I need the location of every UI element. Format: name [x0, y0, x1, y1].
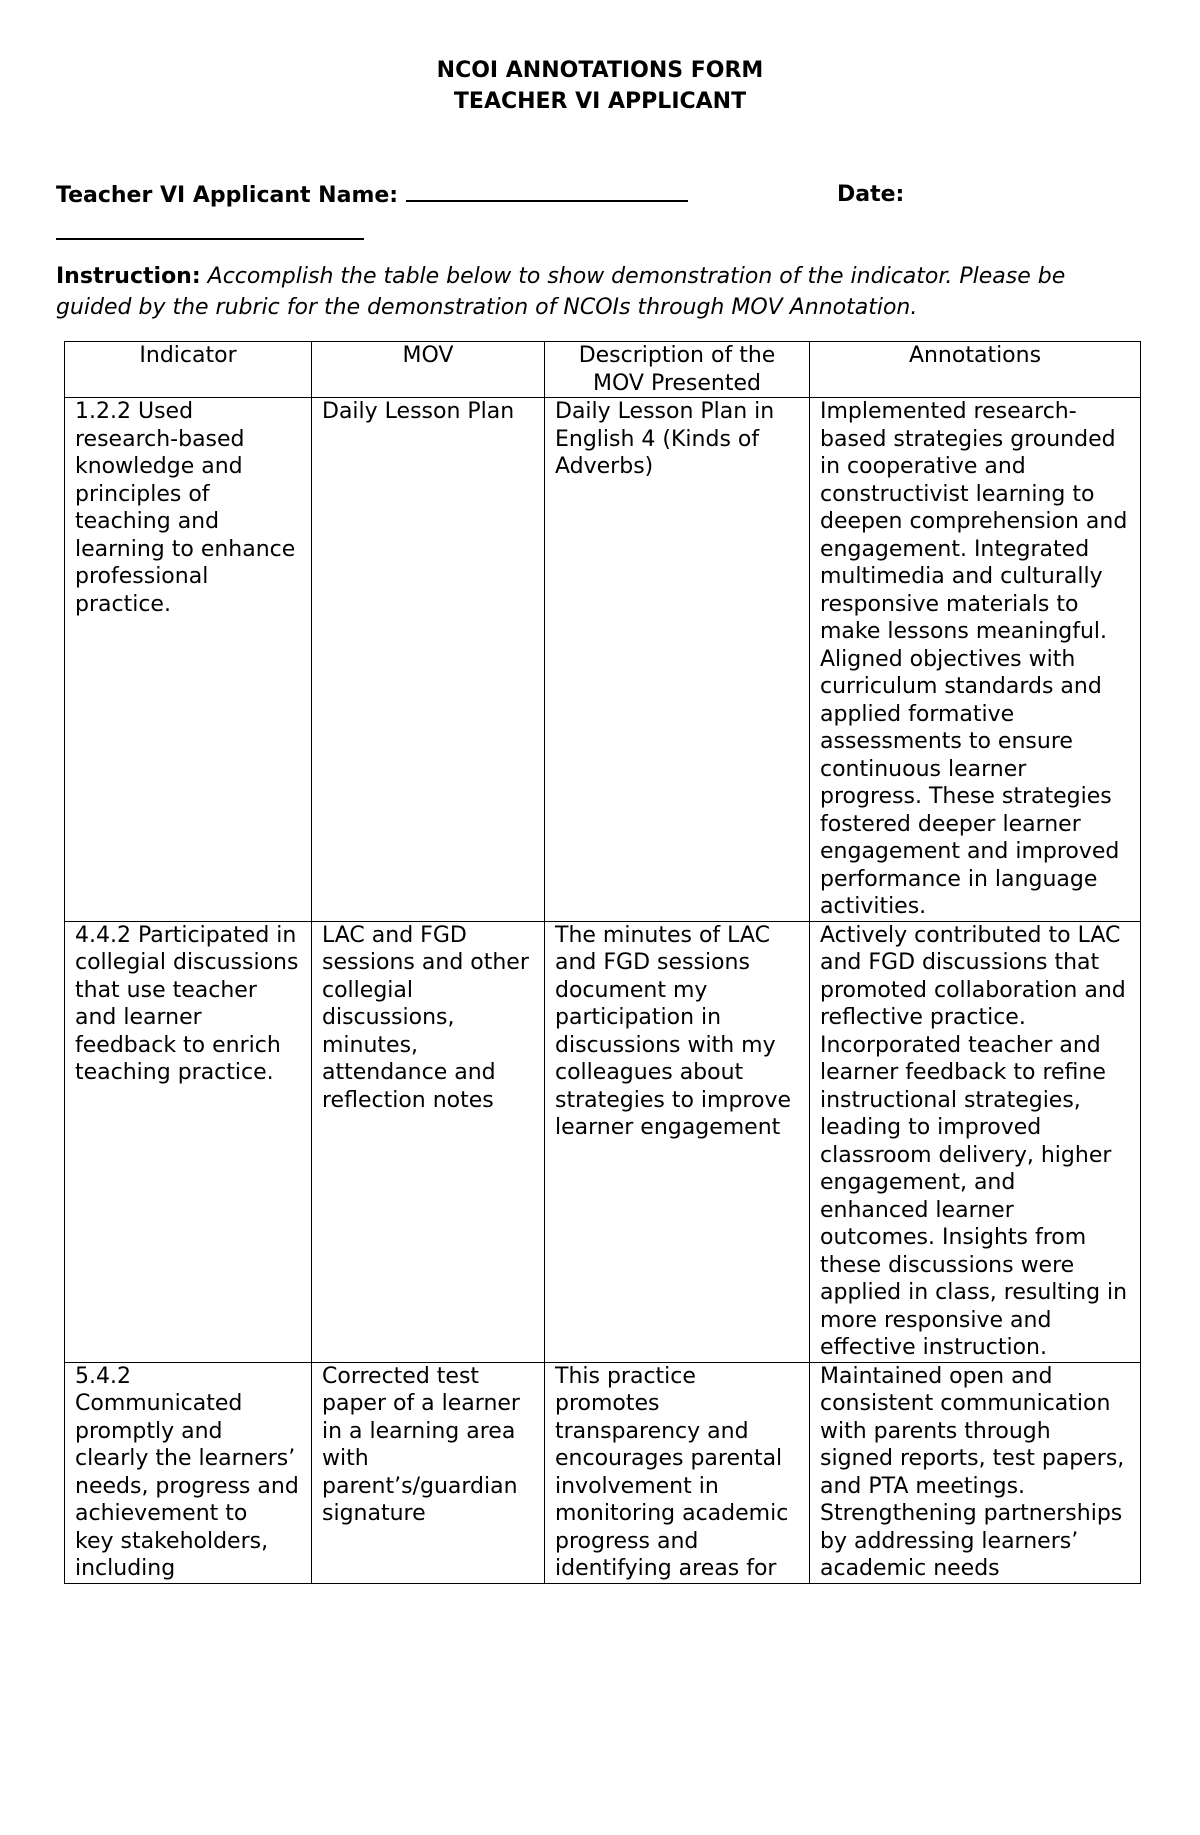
instruction-text: Accomplish the table below to show demonstration of the indicator. Please be guided by the rubric for the demonstration of NCOIs through MOV Annotation. [56, 264, 1066, 320]
indicator-cell [65, 398, 312, 922]
mov-text: Daily Lesson Plan [322, 399, 515, 424]
date-blank[interactable] [56, 238, 364, 240]
annotation-text: Actively contributed to LAC and FGD discussions that promoted collaboration and reflective practice. Incorporated teacher and learner feedback to refine instructional strategies, leading to improved classroom delivery, higher engagement, and enhanced learner outcomes. Insights from these discussions were applied in class, resulting in more responsive and effective instruction. [820, 922, 1128, 1360]
description-text: Daily Lesson Plan in English 4 (Kinds of Adverbs) [555, 399, 775, 479]
indicator-text: 4.4.2 Participated in collegial discussions that use teacher and learner feedback to enrich teaching practice. [75, 922, 299, 1085]
instruction-label: Instruction: [56, 264, 201, 289]
description-cell [545, 921, 810, 1362]
description-text: The minutes of LAC and FGD sessions document my participation in discussions with my colleagues about strategies to improve learner engagement [555, 922, 792, 1140]
applicant-name-blank[interactable] [406, 180, 688, 202]
indicator-cell [65, 1362, 312, 1583]
mov-cell [312, 921, 545, 1362]
table-row [65, 398, 1141, 922]
applicant-name-label: Teacher VI Applicant Name: [56, 183, 399, 208]
form-title: NCOI ANNOTATIONS FORM [436, 58, 764, 83]
applicant-name-row [56, 180, 688, 211]
indicator-text: 1.2.2 Used research-based knowledge and principles of teaching and learning to enhance professional practice. [75, 399, 296, 617]
header-annotations: Annotations [810, 342, 1141, 398]
mov-text: Corrected test paper of a learner in a learning area with parent’s/guardian signature [322, 1363, 520, 1526]
indicator-cell [65, 921, 312, 1362]
mov-text: LAC and FGD sessions and other collegial discussions, minutes, attendance and reflection notes [322, 922, 529, 1113]
annotation-cell [810, 1362, 1141, 1583]
header-mov: MOV [312, 342, 545, 398]
annotations-table [64, 341, 1141, 1584]
mov-cell [312, 398, 545, 922]
table-row [65, 1362, 1141, 1583]
mov-cell [312, 1362, 545, 1583]
indicator-text: 5.4.2 Communicated promptly and clearly the learners’ needs, progress and achievement to key stakeholders, including [75, 1363, 299, 1581]
instruction [56, 261, 1146, 323]
table-header-row [65, 342, 1141, 398]
header-description: Description of the MOV Presented [545, 342, 810, 398]
annotation-cell [810, 398, 1141, 922]
header-indicator: Indicator [65, 342, 312, 398]
description-text: This practice promotes transparency and encourages parental involvement in monitoring academic progress and identifying areas for [555, 1363, 789, 1581]
annotation-text: Implemented research-based strategies grounded in cooperative and constructivist learning to deepen comprehension and engagement. Integrated multimedia and culturally responsive materials to make lessons meaningful. Aligned objectives with curriculum standards and applied formative assessments to ensure continuous learner progress. These strategies fostered deeper learner engagement and improved performance in language activities. [820, 399, 1128, 919]
form-subtitle: TEACHER VI APPLICANT [453, 89, 747, 114]
description-cell [545, 398, 810, 922]
annotation-text: Maintained open and consistent communication with parents through signed reports, test papers, and PTA meetings. Strengthening partnerships by addressing learners’ academic needs [820, 1363, 1125, 1581]
description-cell [545, 1362, 810, 1583]
annotation-cell [810, 921, 1141, 1362]
date-label: Date: [837, 182, 905, 207]
table-row [65, 921, 1141, 1362]
